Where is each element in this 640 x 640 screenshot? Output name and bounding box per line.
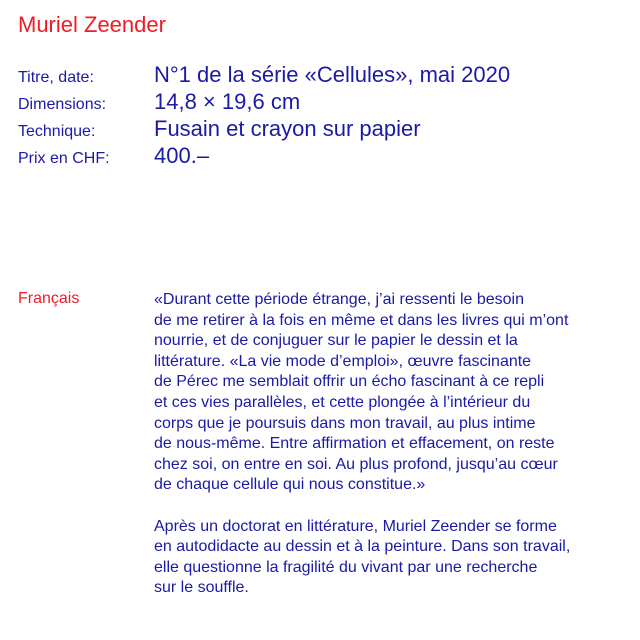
- detail-row-price: [18, 143, 510, 170]
- detail-row-title-date: [18, 62, 510, 89]
- detail-label: Titre, date:: [18, 69, 94, 86]
- language-label: Français: [18, 290, 80, 307]
- biography-paragraph: Après un doctorat en littérature, Muriel Zeender se forme en autodidacte au dessin et à la peinture. Dans son travail, elle questionne la fragilité du vivant par une recherche sur le souffle.: [154, 517, 571, 597]
- detail-value: N°1 de la série «Cellules», mai 2020: [154, 62, 511, 87]
- detail-row-technique: [18, 116, 510, 143]
- detail-value: 400.–: [154, 143, 210, 168]
- artist-statement: [154, 290, 624, 599]
- detail-label: Dimensions:: [18, 96, 107, 113]
- detail-row-dimensions: [18, 89, 510, 116]
- artwork-details: [18, 62, 510, 170]
- statement-quote-paragraph: «Durant cette période étrange, j’ai ressenti le besoin de me retirer à la fois en même et dans les livres qui m’ont nourrie, et de conjuguer sur le papier le dessin et la littérature. «La vie mode d’emploi», œuvre fascinante de Pérec me semblait offrir un écho fascinant à ce repli et ces vies parallèles, et cette plongée à l’intérieur du corps que je poursuis dans mon travail, au plus intime de nous-même. Entre affirmation et effacement, on reste chez soi, on entre en soi. Au plus profond, jusqu’au cœur de chaque cellule qui nous constitue.»: [154, 291, 569, 494]
- detail-value: Fusain et crayon sur papier: [154, 116, 421, 141]
- detail-value: 14,8 × 19,6 cm: [154, 89, 301, 114]
- detail-label: Technique:: [18, 123, 96, 140]
- detail-label: Prix en CHF:: [18, 150, 110, 167]
- artist-name: Muriel Zeender: [18, 12, 166, 37]
